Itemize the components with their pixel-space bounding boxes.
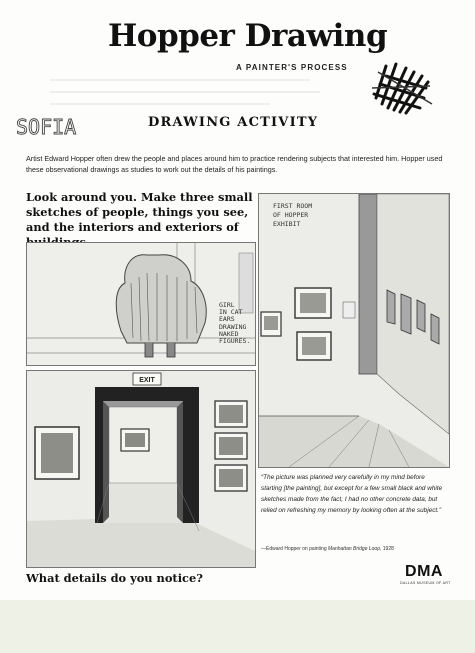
page-subtitle: A PAINTER'S PROCESS — [236, 63, 348, 72]
pencil-scribble-mark — [366, 58, 436, 118]
figure-sketch — [27, 243, 255, 365]
sketch-panel-doorway — [26, 370, 256, 568]
attribution-work: Manhattan Bridge Loop — [328, 546, 380, 552]
details-question: What details do you notice? — [26, 571, 203, 585]
panel1-note-line: DRAWING — [219, 323, 247, 331]
student-name-handwriting — [14, 112, 89, 144]
logo-subtitle: DALLAS MUSEUM OF ART — [400, 581, 451, 585]
panel2-note-line: OF HOPPER — [273, 211, 309, 219]
hopper-quote: “The picture was planned very carefully in my mind before starting [the painting], but except for a few small black and white sketches made from the fact, I had no other concrete data, but relied on refreshing my memory by looking often at the subject.” — [261, 474, 443, 514]
scan-background-strip — [0, 600, 475, 653]
sketch-panel-figure — [26, 242, 256, 366]
logo-mark: DMA — [405, 563, 443, 580]
doorway-sketch — [27, 371, 255, 567]
panel1-note-line: GIRL — [219, 301, 235, 309]
panel2-note-line: FIRST ROOM — [273, 202, 313, 210]
activity-heading: DRAWING ACTIVITY — [148, 115, 319, 130]
exit-sign: EXIT — [139, 377, 155, 384]
attribution-year: , 1928 — [379, 546, 394, 552]
sketch-panel-gallery-room — [258, 193, 450, 468]
activity-prompt: Look around you. Make three small sketches of people, things you see, and the interiors and exteriors of — [26, 190, 253, 234]
activity-intro: Artist Edward Hopper often drew the people and places around him to practice rendering subjects that interested him. Hopper used these observational drawings as studies to work out the details of his paintings. — [26, 154, 443, 174]
panel2-note-line: EXHIBIT — [273, 220, 301, 228]
page-title: Hopper Drawing — [108, 18, 388, 54]
quote-attribution — [261, 546, 394, 552]
bleed-through-texture — [30, 72, 330, 112]
panel1-note-line: EARS — [219, 315, 235, 323]
gallery-room-sketch — [259, 194, 449, 467]
panel1-note-line: IN CAT — [219, 308, 243, 316]
panel1-note-line: NAKED — [219, 330, 239, 338]
dma-logo — [400, 563, 451, 585]
student-name: SOFIA — [16, 115, 77, 139]
panel1-note-line: FIGURES. — [219, 337, 251, 345]
attribution-prefix: —Edward Hopper on painting — [261, 546, 328, 552]
